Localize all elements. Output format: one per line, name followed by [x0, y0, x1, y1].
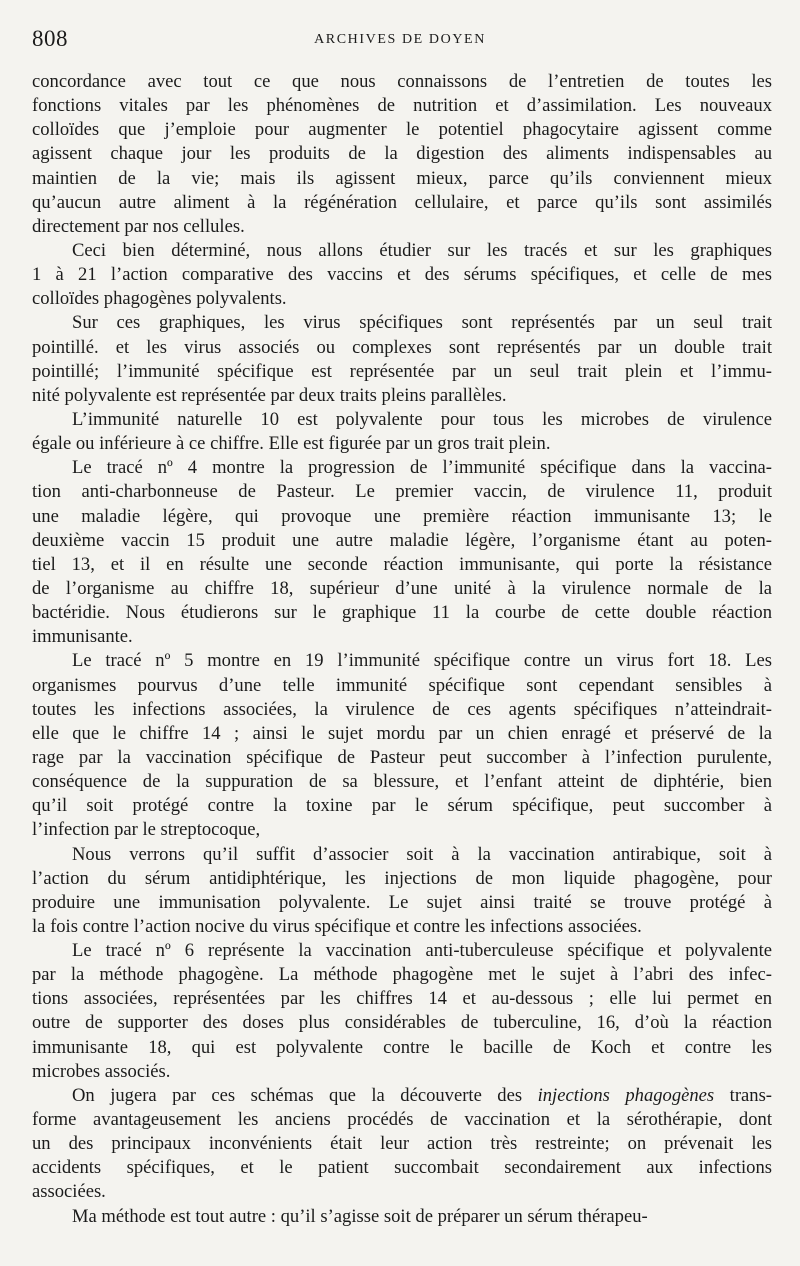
paragraph	[32, 1205, 772, 1229]
text-line: conséquence de la suppuration de sa blessure, et l’enfant atteint de diphtérie, bien	[32, 771, 772, 793]
text-line: une maladie légère, qui provoque une première réaction immunisante 13; le	[32, 505, 772, 527]
text-line: par la méthode phagogène. La méthode phagogène met le sujet à l’abri des infec-	[32, 964, 772, 986]
text-line: deuxième vaccin 15 produit une autre maladie légère, l’organisme étant au poten-	[32, 529, 772, 551]
paragraph	[32, 239, 772, 311]
text-line: pointillé; l’immunité spécifique est représentée par un seul trait plein et l’immu-	[32, 360, 772, 382]
text-line: l’action du sérum antidiphtérique, les injections de mon liquide phagogène, pour	[32, 867, 772, 889]
page-number: 808	[32, 26, 68, 51]
paragraph	[32, 843, 772, 940]
paragraph	[32, 649, 772, 842]
text-line: tions associées, représentées par les chiffres 14 et au-dessous ; elle lui permet en	[32, 988, 772, 1010]
text-line: toutes les infections associées, la virulence de ces agents spécifiques n’atteindrait-	[32, 698, 772, 720]
text-line: On jugera par ces schémas que la découverte des injections phagogènes trans-	[72, 1084, 773, 1106]
text-line: tion anti-charbonneuse de Pasteur. Le premier vaccin, de virulence 11, produit	[32, 481, 772, 503]
paragraph	[32, 70, 772, 239]
text-line: pointillé. et les virus associés ou complexes sont représentés par un double trait	[32, 336, 772, 358]
text-line: 1 à 21 l’action comparative des vaccins et des sérums spécifiques, et celle de mes	[32, 264, 772, 286]
text-line: Ceci bien déterminé, nous allons étudier sur les tracés et sur les graphiques	[72, 239, 772, 261]
text-line: l’infection par le streptocoque,	[32, 819, 261, 841]
text-line: concordance avec tout ce que nous connaissons de l’entretien de toutes les	[32, 71, 772, 92]
text-line: Le tracé nº 6 représente la vaccination anti-tuberculeuse spécifique et polyvalente	[72, 940, 772, 962]
text-line: outre de supporter des doses plus considérables de tuberculine, 16, d’où la réaction	[32, 1012, 772, 1034]
paragraph	[32, 456, 772, 649]
paragraph	[32, 1084, 772, 1205]
text-line: Sur ces graphiques, les virus spécifiques sont représentés par un seul trait	[72, 312, 772, 334]
text-line: directement par nos cellules.	[32, 215, 245, 237]
text-line: fonctions vitales par les phénomènes de nutrition et d’assimilation. Les nouveaux	[32, 95, 772, 117]
text-line: accidents spécifiques, et le patient succombait secondairement aux infections	[32, 1157, 772, 1179]
text-line: qu’aucun autre aliment à la régénération cellulaire, et parce qu’ils sont assimilés	[32, 191, 772, 213]
italic-phrase: injections phagogènes	[537, 1084, 715, 1106]
text-line: la fois contre l’action nocive du virus spécifique et contre les infections associées.	[32, 915, 642, 937]
text-line: elle que le chiffre 14 ; ainsi le sujet mordu par un chien enragé et préservé de la	[32, 722, 772, 744]
text-line: immunisante.	[32, 626, 133, 648]
text-line: qu’il soit protégé contre la toxine par le sérum spécifique, peut succomber à	[32, 795, 772, 817]
paragraph	[32, 311, 772, 408]
page-header	[32, 26, 768, 54]
text-line: de l’organisme au chiffre 18, supérieur d’une unité à la virulence normale de la	[32, 577, 772, 599]
text-line: Ma méthode est tout autre : qu’il s’agisse soit de préparer un sérum thérapeu-	[72, 1205, 648, 1227]
text-line: rage par la vaccination spécifique de Pasteur peut succomber à l’infection purulente,	[32, 746, 772, 768]
text-line: produire une immunisation polyvalente. Le sujet ainsi traité se trouve protégé à	[32, 891, 772, 913]
text-line: Nous verrons qu’il suffit d’associer soit à la vaccination antirabique, soit à	[72, 843, 772, 865]
running-head: ARCHIVES DE DOYEN	[314, 32, 486, 47]
text-line: agissent chaque jour les produits de la digestion des aliments indispensables au	[32, 143, 772, 165]
text-line: colloïdes que j’emploie pour augmenter le potentiel phagocytaire agissent comme	[32, 119, 772, 141]
text-line: bactéridie. Nous étudierons sur le graphique 11 la courbe de cette double réaction	[32, 602, 772, 624]
text-line: un des principaux inconvénients était leur action très restreinte; on prévenait les	[32, 1133, 772, 1155]
paragraph	[32, 408, 772, 456]
text-line: forme avantageusement les anciens procédés de vaccination et la sérothérapie, dont	[32, 1109, 772, 1131]
text-line: Le tracé nº 4 montre la progression de l’immunité spécifique dans la vaccina-	[72, 457, 772, 479]
text-line: associées.	[32, 1181, 106, 1203]
text-line: tiel 13, et il en résulte une seconde réaction immunisante, qui porte la résistance	[32, 553, 772, 575]
text-line: maintien de la vie; mais ils agissent mieux, parce qu’ils conviennent mieux	[32, 167, 772, 189]
body-text	[32, 70, 772, 1229]
text-line: organismes pourvus d’une telle immunité spécifique sont cependant sensibles à	[32, 674, 772, 696]
text-line: Le tracé nº 5 montre en 19 l’immunité spécifique contre un virus fort 18. Les	[72, 650, 772, 672]
text-line: égale ou inférieure à ce chiffre. Elle est figurée par un gros trait plein.	[32, 433, 551, 455]
text-line: nité polyvalente est représentée par deux traits pleins parallèles.	[32, 384, 507, 406]
text-line: colloïdes phagogènes polyvalents.	[32, 288, 287, 310]
text-line: L’immunité naturelle 10 est polyvalente pour tous les microbes de virulence	[72, 408, 772, 430]
paragraph	[32, 939, 772, 1084]
text-line: immunisante 18, qui est polyvalente contre le bacille de Koch et contre les	[32, 1036, 772, 1058]
text-line: microbes associés.	[32, 1060, 171, 1082]
